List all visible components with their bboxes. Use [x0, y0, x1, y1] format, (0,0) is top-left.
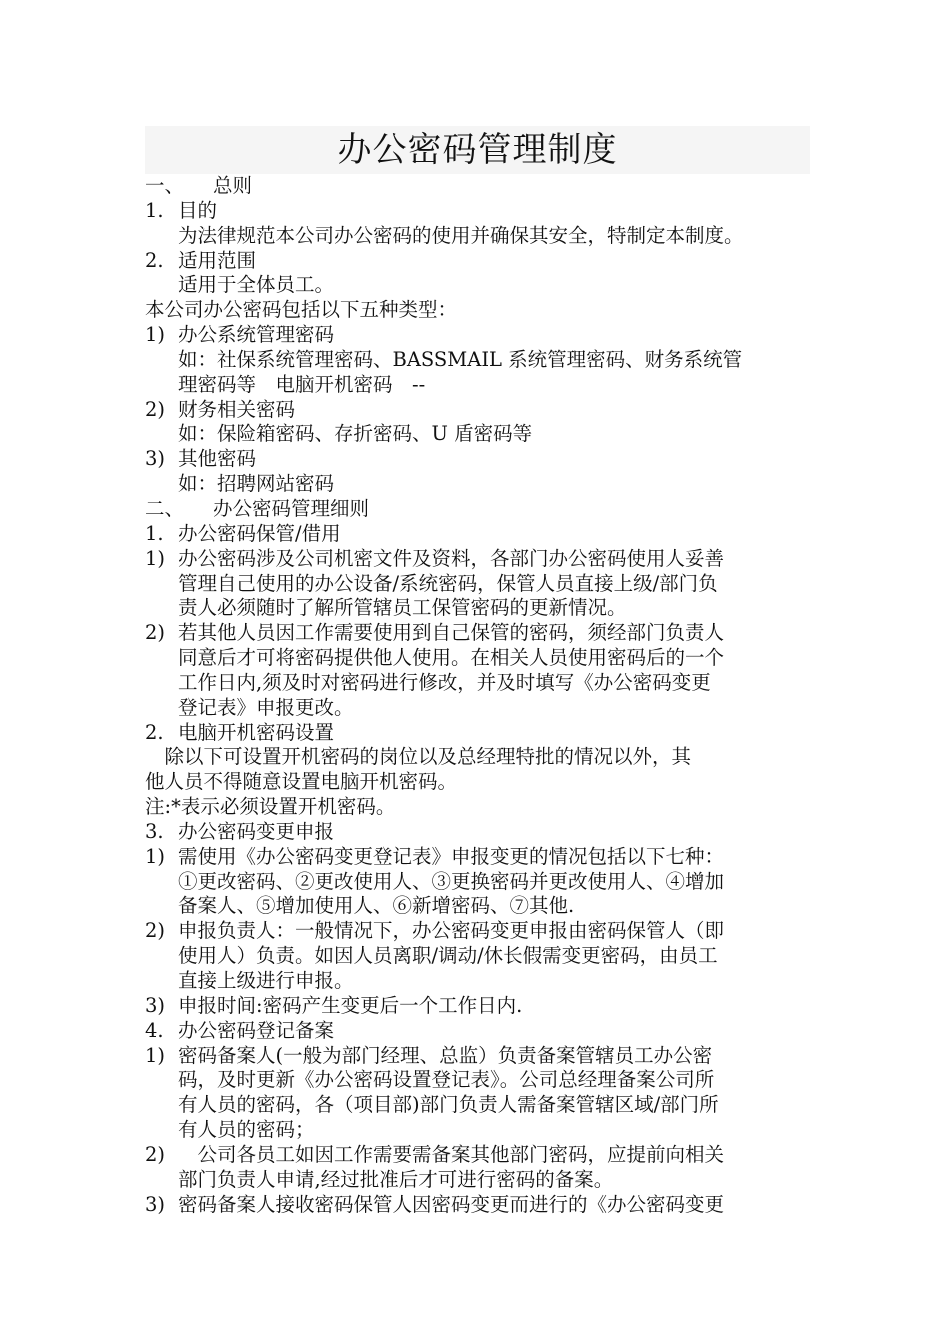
item-title: 目的: [178, 198, 218, 222]
body-text: 除以下可设置开机密码的岗位以及总经理特批的情况以外，其: [145, 745, 692, 769]
body-text: 有人员的密码；: [178, 1118, 315, 1142]
body-text: 部门负责人申请,经过批准后才可进行密码的备案。: [178, 1167, 614, 1191]
body-text: 使用人）负责。如因人员离职/调动/休长假需变更密码，由员工: [178, 944, 718, 968]
list-text: 申报负责人：一般情况下，办公密码变更申报由密码保管人（即: [178, 919, 725, 943]
list-item: [145, 621, 810, 646]
body-text: 登记表》申报更改。: [178, 695, 354, 719]
section-number: 二、: [145, 496, 185, 520]
list-text: 申报时间:密码产生变更后一个工作日内.: [178, 993, 523, 1017]
body-text: 如：招聘网站密码: [178, 472, 335, 496]
list-text: 若其他人员因工作需要使用到自己保管的密码，须经部门负责人: [178, 621, 725, 645]
body-text: 同意后才可将密码提供他人使用。在相关人员使用密码后的一个: [178, 646, 725, 670]
body-text: 如：社保系统管理密码、BASSMAIL 系统管理密码、财务系统管: [178, 347, 743, 371]
body-text: 备案人、⑤增加使用人、⑥新增密码、⑦其他.: [178, 894, 575, 918]
list-text: 办公密码涉及公司机密文件及资料，各部门办公密码使用人妥善: [178, 546, 725, 570]
item-number: 1.: [145, 198, 164, 222]
list-item: [145, 323, 810, 348]
list-text: 需使用《办公密码变更登记表》申报变更的情况包括以下七种：: [178, 844, 725, 868]
section-title: 办公密码管理细则: [213, 496, 370, 520]
section-title: 总则: [213, 174, 253, 197]
item-title: 办公密码变更申报: [178, 819, 335, 843]
body-text: ①更改密码、②更改使用人、③更换密码并更改使用人、④增加: [178, 869, 725, 893]
body-text: 有人员的密码，各（项目部)部门负责人需备案管辖区域/部门所: [178, 1093, 719, 1117]
list-marker: 1): [145, 844, 166, 868]
item-number: 1.: [145, 521, 164, 545]
item-number: 2.: [145, 720, 164, 744]
list-text: 财务相关密码: [178, 397, 296, 421]
list-marker: 3): [145, 993, 166, 1017]
list-marker: 1): [145, 323, 166, 347]
item-heading: [145, 820, 810, 845]
body-text: 适用于全体员工。: [178, 273, 335, 297]
item-title: 办公密码登记备案: [178, 1018, 335, 1042]
list-marker: 3): [145, 447, 166, 471]
body-text: 他人员不得随意设置电脑开机密码。: [145, 770, 458, 794]
list-marker: 3): [145, 1192, 166, 1216]
item-title: 电脑开机密码设置: [178, 720, 335, 744]
note-text: 注:*表示必须设置开机密码。: [145, 795, 396, 819]
body-text: 直接上级进行申报。: [178, 969, 354, 992]
list-item: [145, 919, 810, 944]
list-item: [145, 398, 810, 423]
item-heading: [145, 721, 810, 746]
list-text: 密码备案人(一般为部门经理、总监）负责备案管辖员工办公密: [178, 1043, 713, 1067]
list-marker: 2): [145, 1142, 166, 1166]
section-heading: [145, 174, 810, 199]
list-item: [145, 845, 810, 870]
item-title: 适用范围: [178, 248, 257, 272]
list-item: [145, 1143, 810, 1168]
page-title: 办公密码管理制度: [337, 130, 618, 170]
document-page: [145, 126, 810, 1217]
item-number: 2.: [145, 248, 164, 272]
item-title: 办公密码保管/借用: [178, 521, 341, 545]
body-text: 管理自己使用的办公设备/系统密码，保管人员直接上级/部门负: [178, 571, 718, 595]
list-marker: 1): [145, 1043, 166, 1067]
list-text: 密码备案人接收密码保管人因密码变更而进行的《办公密码变更: [178, 1192, 725, 1216]
list-marker: 2): [145, 919, 166, 943]
item-heading: [145, 522, 810, 547]
body-text: 理密码等 电脑开机密码 --: [178, 372, 426, 396]
list-item: [145, 1193, 810, 1218]
list-text: 办公系统管理密码: [178, 323, 335, 347]
item-heading: [145, 199, 810, 224]
list-item: [145, 994, 810, 1019]
body-text: 本公司办公密码包括以下五种类型：: [145, 298, 458, 322]
list-text: 其他密码: [178, 447, 257, 471]
body-text: 码，及时更新《办公密码设置登记表》。公司总经理备案公司所: [178, 1068, 715, 1092]
section-heading: [145, 497, 810, 522]
section-number: 一、: [145, 174, 185, 197]
list-marker: 2): [145, 621, 166, 645]
list-marker: 2): [145, 397, 166, 421]
list-text: 公司各员工如因工作需要需备案其他部门密码，应提前向相关: [178, 1142, 725, 1166]
title-bar: [145, 126, 810, 174]
body-text: 责人必须随时了解所管辖员工保管密码的更新情况。: [178, 596, 627, 620]
list-item: [145, 1044, 810, 1069]
item-number: 3.: [145, 819, 164, 843]
body-text: 工作日内,须及时对密码进行修改，并及时填写《办公密码变更: [178, 670, 711, 694]
list-item: [145, 447, 810, 472]
item-heading: [145, 249, 810, 274]
body-text: 如：保险箱密码、存折密码、U 盾密码等: [178, 422, 533, 446]
list-item: [145, 547, 810, 572]
item-number: 4.: [145, 1018, 164, 1042]
list-marker: 1): [145, 546, 166, 570]
item-heading: [145, 1019, 810, 1044]
body-text: 为法律规范本公司办公密码的使用并确保其安全，特制定本制度。: [178, 223, 744, 247]
